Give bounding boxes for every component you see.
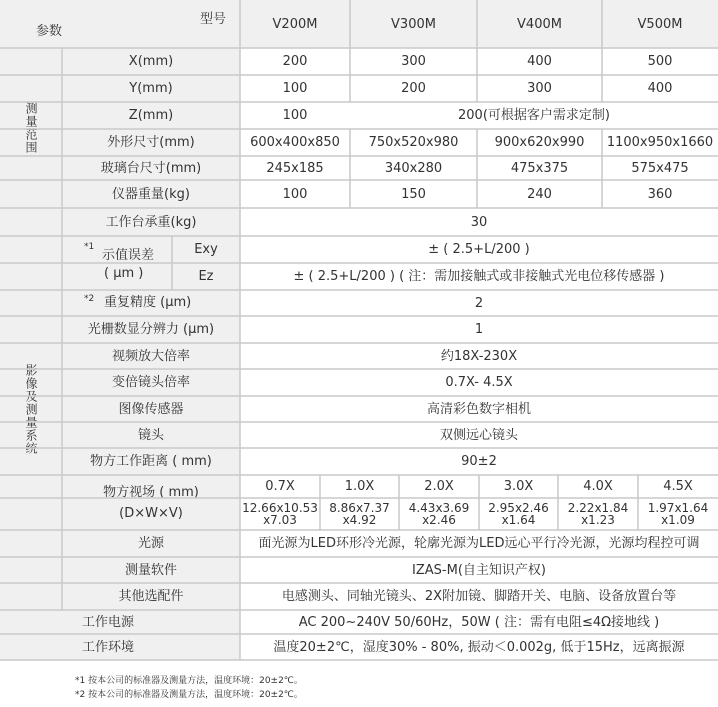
row-value: 240 <box>477 180 602 208</box>
fov-magnification: 0.7X <box>240 475 320 498</box>
footnote-mark-2: *2 <box>84 294 95 304</box>
row-label: 物方工作距离 ( mm) <box>62 448 240 475</box>
grating-value: 1 <box>240 316 718 343</box>
environment-label: 工作环境 <box>0 634 240 660</box>
environment-value: 温度20±2℃，湿度30% - 80%, 振动＜0.002g, 低于15Hz，远离振源 <box>240 634 718 660</box>
row-value-merged: 200(可根据客户需求定制) <box>350 102 718 129</box>
model-header-2: V400M <box>477 0 602 48</box>
row-label: 镜头 <box>62 422 240 448</box>
fov-dimension-bottom: x1.09 <box>661 513 695 527</box>
power-label: 工作电源 <box>0 610 240 634</box>
repeat-value: 2 <box>240 290 718 316</box>
row-value: 100 <box>240 102 350 129</box>
row-value: 双侧远心镜头 <box>240 422 718 448</box>
section-title-measurement-range: 测量范围 <box>0 48 62 208</box>
model-header-0: V200M <box>240 0 350 48</box>
row-value: 400 <box>602 75 718 102</box>
row-value: 400 <box>477 48 602 75</box>
row-value: 750x520x980 <box>350 129 477 156</box>
exy-value: ± ( 2.5+L/200 ) <box>240 236 718 263</box>
row-value: 340x280 <box>350 156 477 180</box>
row-value: 200 <box>350 75 477 102</box>
row-label: X(mm) <box>62 48 240 75</box>
footnote-mark-1: *1 <box>84 242 95 252</box>
fov-label-line1: 物方视场 ( mm) <box>103 484 199 500</box>
row-value: 900x620x990 <box>477 129 602 156</box>
row-value: 90±2 <box>240 448 718 475</box>
row-value: 100 <box>240 75 350 102</box>
row-value: 高清彩色数字相机 <box>240 396 718 422</box>
error-label-line1: 示值误差 <box>102 248 155 263</box>
fov-dimension-bottom: x4.92 <box>342 513 377 527</box>
ez-value: ± ( 2.5+L/200 ) ( 注：需加接触式或非接触式光电位移传感器 ) <box>240 263 718 290</box>
row-label: 仪器重量(kg) <box>62 180 240 208</box>
row-value: 300 <box>350 48 477 75</box>
row-value: 约18X-230X <box>240 343 718 369</box>
fov-dimension-top: 12.66x10.53 <box>242 501 318 515</box>
model-header-3: V500M <box>602 0 718 48</box>
error-label-line2: ( μm ) <box>104 266 144 281</box>
row-value: 电感测头、同轴光镜头、2X附加镜、脚踏开关、电脑、设备放置台等 <box>240 583 718 610</box>
row-value: 475x375 <box>477 156 602 180</box>
row-value: 1100x950x1660 <box>602 129 718 156</box>
row-label: 图像传感器 <box>62 396 240 422</box>
fov-dimension-top: 4.43x3.69 <box>408 501 470 515</box>
power-value: AC 200~240V 50/60Hz，50W ( 注：需有电阻≤4Ω接地线 ) <box>240 610 718 634</box>
model-header-1: V300M <box>350 0 477 48</box>
row-value: 600x400x850 <box>240 129 350 156</box>
fov-dimension-bottom: x2.46 <box>422 513 456 527</box>
footnote-2: *2 按本公司的标准器及测量方法，温度环境：20±2℃。 <box>75 690 303 700</box>
fov-dimension-bottom: x1.64 <box>501 513 536 527</box>
fov-label-line2: (D×W×V) <box>119 505 183 521</box>
header-model-label: 型号 <box>200 12 227 27</box>
row-label: Z(mm) <box>62 102 240 129</box>
row-label: Y(mm) <box>62 75 240 102</box>
fov-dimension-bottom: x1.23 <box>581 513 615 527</box>
ez-label: Ez <box>172 263 240 290</box>
fov-magnification: 2.0X <box>399 475 479 498</box>
row-value: 0.7X- 4.5X <box>240 369 718 396</box>
fov-magnification: 4.5X <box>638 475 718 498</box>
footnote-1: *1 按本公司的标准器及测量方法，温度环境：20±2℃。 <box>75 676 303 686</box>
section-title-imaging-system: 影像及测量系统 <box>0 208 62 610</box>
repeat-label-text: 重复精度 (μm) <box>104 295 192 310</box>
row-value: 360 <box>602 180 718 208</box>
fov-magnification: 3.0X <box>479 475 558 498</box>
fov-dimension-bottom: x7.03 <box>263 513 297 527</box>
fov-dimension-top: 2.95x2.46 <box>488 501 549 515</box>
row-label: 其他选配件 <box>62 583 240 610</box>
row-value: 500 <box>602 48 718 75</box>
row-value: 100 <box>240 180 350 208</box>
row-label: 测量软件 <box>62 557 240 583</box>
grating-label: 光栅数显分辨力 (μm) <box>62 316 240 343</box>
row-value: 575x475 <box>602 156 718 180</box>
fov-magnification: 1.0X <box>320 475 399 498</box>
exy-label: Exy <box>172 236 240 263</box>
row-label: 光源 <box>62 530 240 557</box>
row-value: 200 <box>240 48 350 75</box>
row-value: IZAS-M(自主知识产权) <box>240 557 718 583</box>
row-label: 工作台承重(kg) <box>62 208 240 236</box>
fov-magnification: 4.0X <box>558 475 638 498</box>
row-label: 视频放大倍率 <box>62 343 240 369</box>
row-value: 150 <box>350 180 477 208</box>
row-value: 面光源为LED环形冷光源，轮廓光源为LED远心平行冷光源，光源均程控可调 <box>240 530 718 557</box>
fov-dimension-top: 2.22x1.84 <box>567 501 629 515</box>
header-param-label: 参数 <box>36 24 63 39</box>
row-label: 外形尺寸(mm) <box>62 129 240 156</box>
fov-dimension-top: 1.97x1.64 <box>647 501 709 515</box>
row-label: 玻璃台尺寸(mm) <box>62 156 240 180</box>
row-value: 30 <box>240 208 718 236</box>
row-value: 300 <box>477 75 602 102</box>
row-value: 245x185 <box>240 156 350 180</box>
fov-dimension-top: 8.86x7.37 <box>329 501 390 515</box>
row-label: 变倍镜头倍率 <box>62 369 240 396</box>
